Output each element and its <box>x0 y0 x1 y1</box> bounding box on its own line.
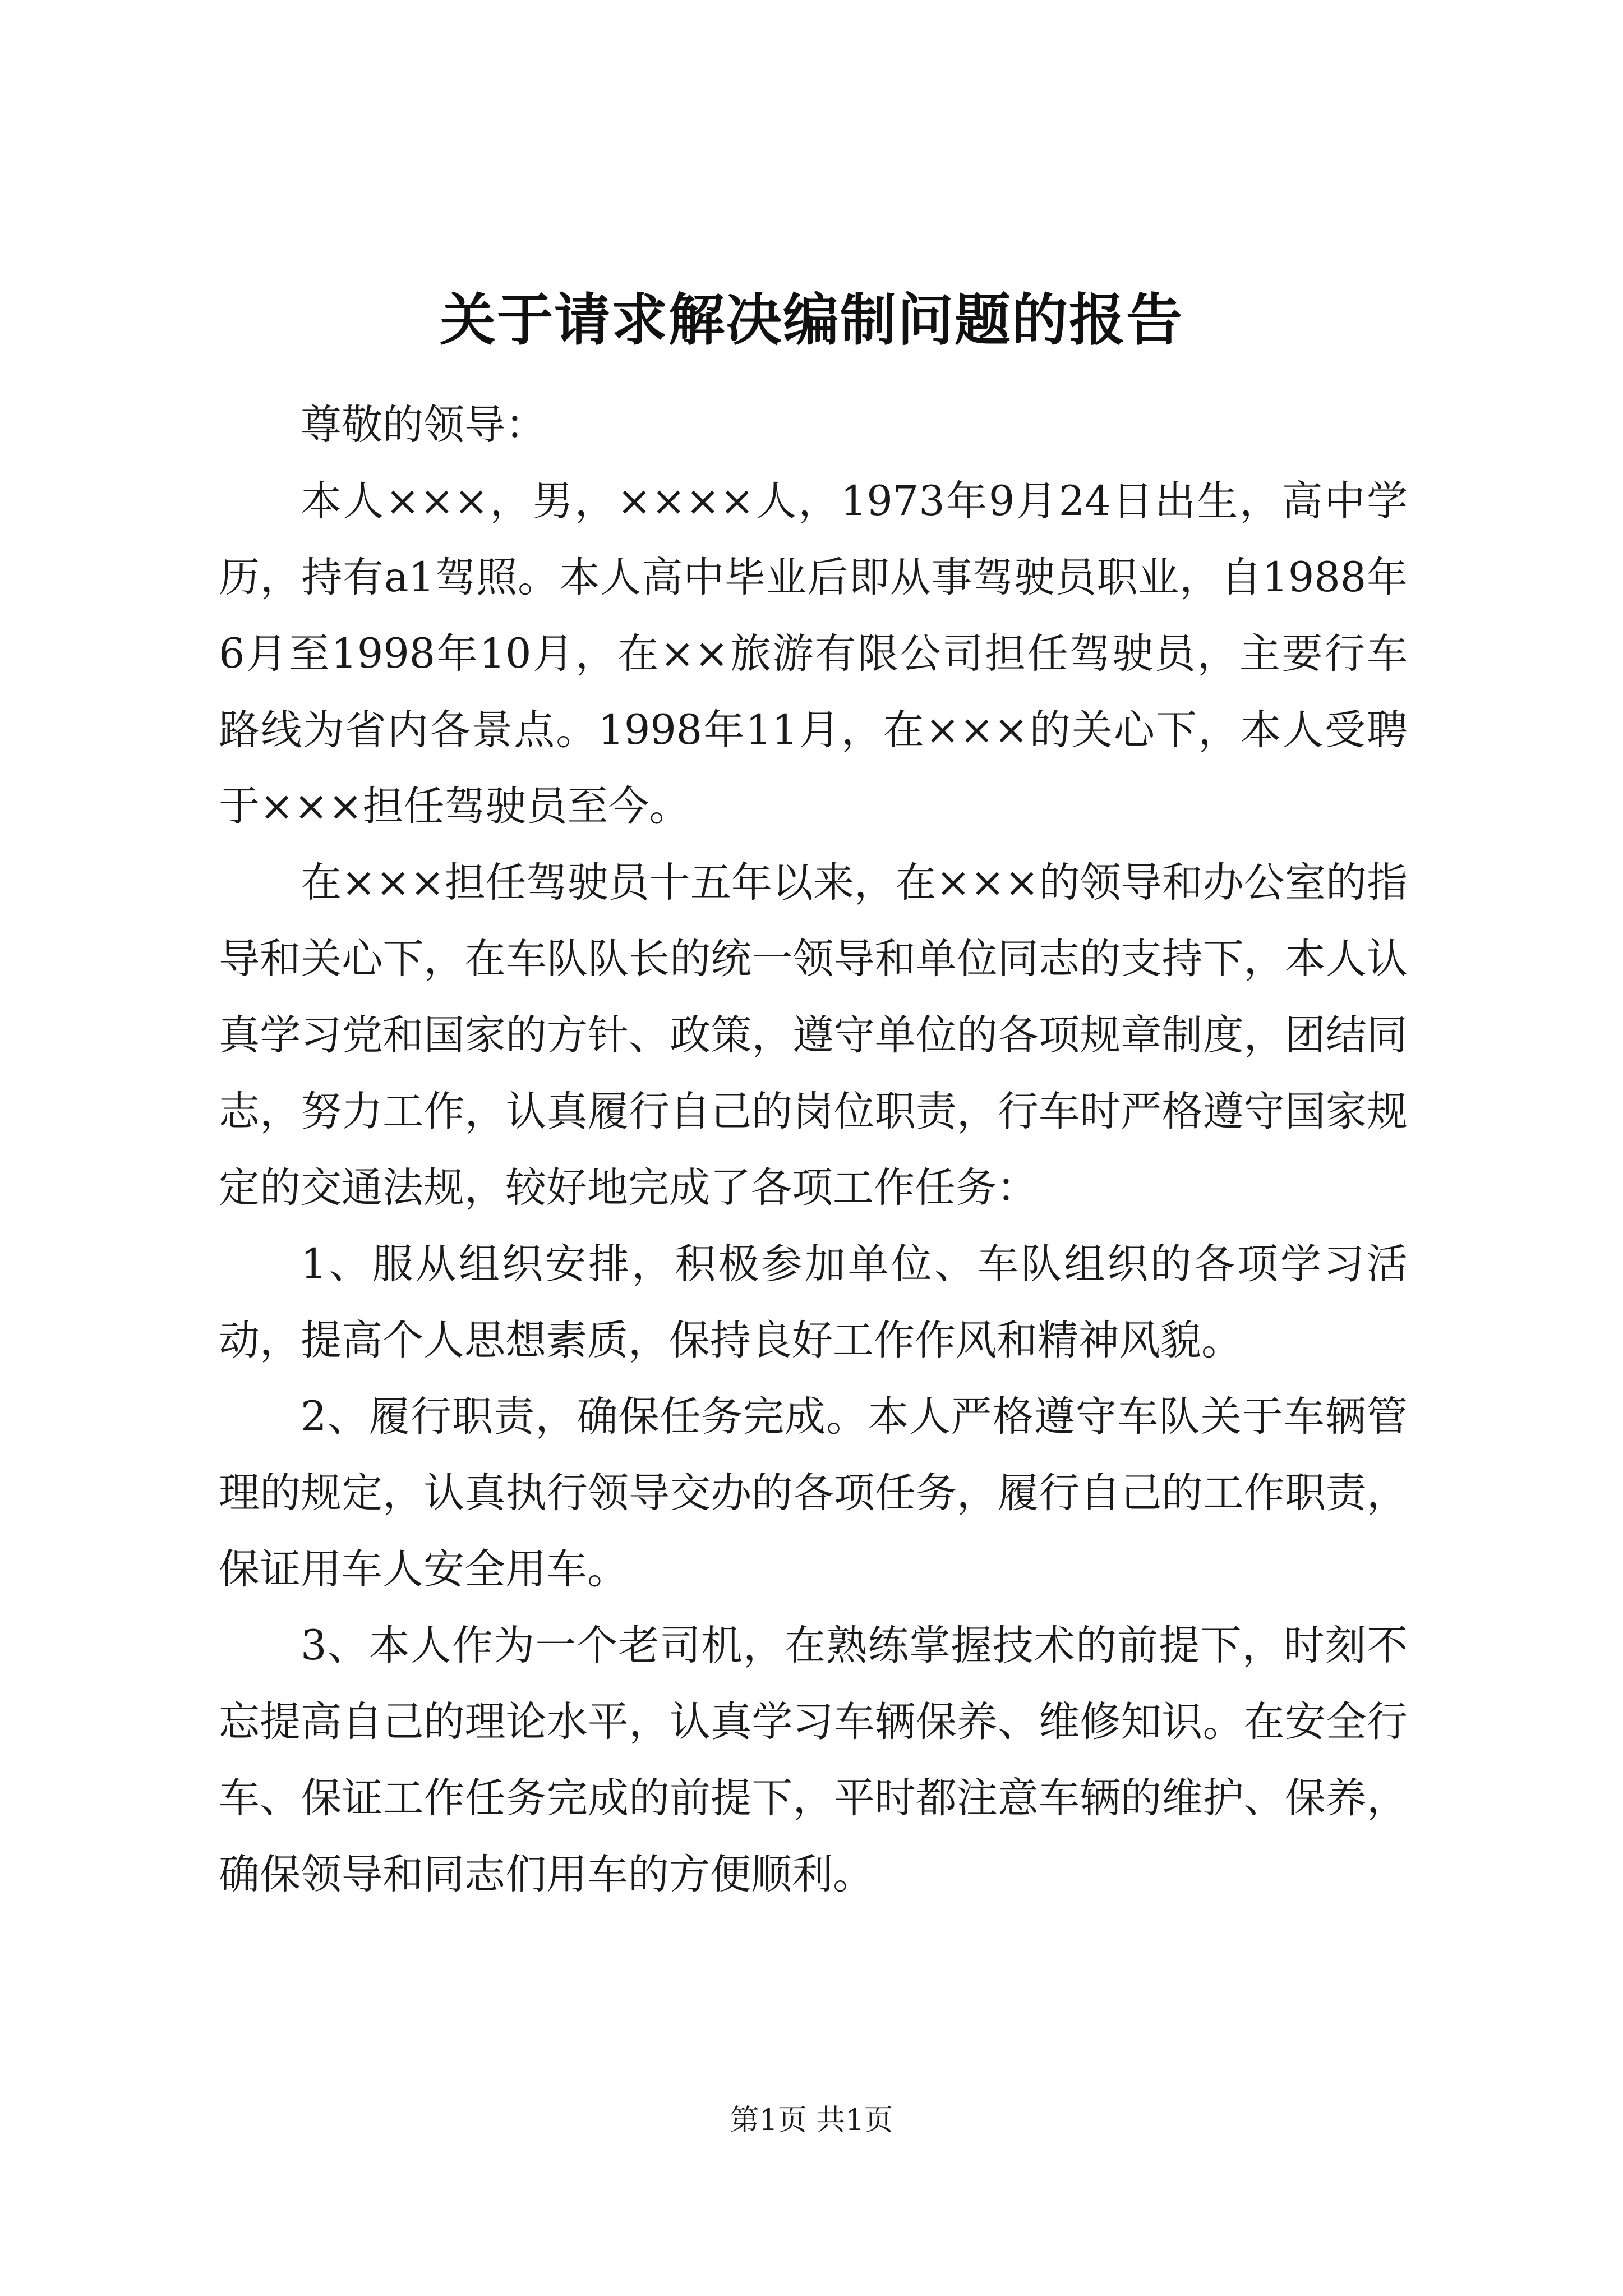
body-paragraph: 本人×××，男，××××人，1973年9月24日出生，高中学历，持有a1驾照。本人高中毕业后即从事驾驶员职业，自1988年6月至1998年10月，在××旅游有限公司担任驾驶员，主要行车路线为省内各景点。1998年11月，在×××的关心下，本人受聘于×××担任驾驶员至今。 <box>219 477 1408 830</box>
list-item-paragraph: 3、本人作为一个老司机，在熟练掌握技术的前提下，时刻不忘提高自己的理论水平，认真学习车辆保养、维修知识。在安全行车、保证工作任务完成的前提下，平时都注意车辆的维护、保养，确保领导和同志们用车的方便顺利。 <box>219 1622 1408 1898</box>
list-item-paragraph: 1、服从组织安排，积极参加单位、车队组织的各项学习活动，提高个人思想素质，保持良好工作作风和精神风貌。 <box>219 1240 1408 1364</box>
salutation: 尊敬的领导： <box>301 401 546 449</box>
body-paragraph: 在×××担任驾驶员十五年以来，在×××的领导和办公室的指导和关心下，在车队队长的统一领导和单位同志的支持下，本人认真学习党和国家的方针、政策，遵守单位的各项规章制度，团结同志，努力工作，认真履行自己的岗位职责，行车时严格遵守国家规定的交通法规，较好地完成了各项工作任务： <box>219 859 1408 1212</box>
document-body <box>219 387 1408 1913</box>
page-footer: 第1页 共1页 <box>730 2104 893 2137</box>
document-title: 关于请求解决编制问题的报告 <box>440 287 1183 353</box>
list-item-paragraph: 2、履行职责，确保任务完成。本人严格遵守车队关于车辆管理的规定，认真执行领导交办的各项任务，履行自己的工作职责，保证用车人安全用车。 <box>219 1393 1408 1593</box>
